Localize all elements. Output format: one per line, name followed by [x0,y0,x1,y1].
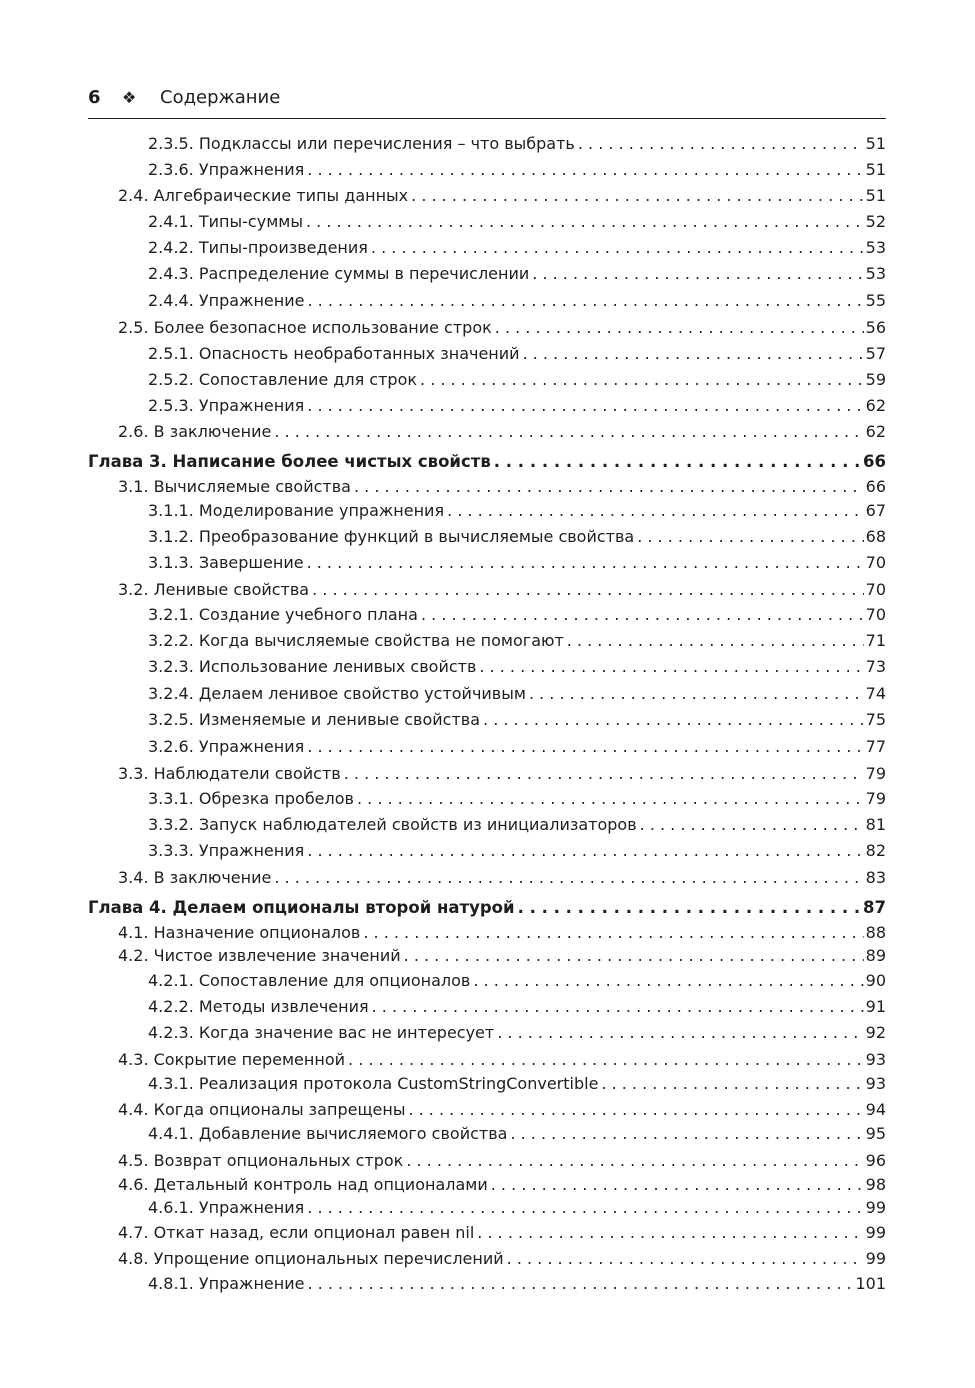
toc-entry-row [148,291,886,311]
toc-dot-leader [307,737,863,757]
toc-entry-title: 4.4.1. Добавление вычисляемого свойства [148,1124,508,1143]
toc-entry-page: 93 [865,1074,886,1093]
toc-dot-leader [421,605,864,625]
toc-chapter-row [88,898,886,918]
toc-entry-page: 81 [865,815,886,834]
toc-entry-row [148,396,886,416]
toc-dot-leader [510,1124,863,1144]
toc-dot-leader [477,1223,863,1243]
toc-entry-row [148,789,886,809]
toc-entry-row [148,238,886,258]
toc-entry-page: 83 [865,868,886,887]
toc-entry-title: 2.4.4. Упражнение [148,291,305,310]
toc-entry-row [148,264,886,284]
toc-entry-title: 2.3.5. Подклассы или перечисления – что выбрать [148,134,575,153]
toc-dot-leader [411,186,864,206]
toc-entry-page: 68 [865,527,886,546]
toc-entry-title: 3.2.2. Когда вычисляемые свойства не помогают [148,631,564,650]
toc-entry-title: 4.2.2. Методы извлечения [148,997,369,1016]
toc-entry-row [148,737,886,757]
toc-dot-leader [494,452,861,472]
toc-dot-leader [473,971,863,991]
toc-entry-row [148,501,886,521]
toc-entry-page: 95 [865,1124,886,1143]
toc-dot-leader [307,841,863,861]
toc-entry-title: 4.8.1. Упражнение [148,1274,305,1293]
toc-entry-title: 4.1. Назначение опционалов [118,923,361,942]
toc-entry-row [148,1274,886,1294]
toc-entry-title: 4.6. Детальный контроль над опционалами [118,1175,488,1194]
toc-entry-title: 3.1.3. Завершение [148,553,304,572]
toc-entry-title: 2.4.2. Типы-произведения [148,238,368,257]
toc-dot-leader [348,1050,864,1070]
toc-entry-title: Глава 3. Написание более чистых свойств [88,452,491,471]
toc-dot-leader [447,501,864,521]
toc-entry-page: 59 [865,370,886,389]
toc-entry-page: 75 [865,710,886,729]
toc-entry-page: 70 [865,580,886,599]
toc-entry-page: 90 [865,971,886,990]
toc-entry-page: 77 [865,737,886,756]
toc-entry-page: 92 [865,1023,886,1042]
toc-entry-title: 4.6.1. Упражнения [148,1198,305,1217]
toc-entry-row [148,684,886,704]
toc-entry-page: 55 [865,291,886,310]
toc-entry-title: 4.5. Возврат опциональных строк [118,1151,404,1170]
toc-entry-title: 2.6. В заключение [118,422,272,441]
toc-entry-row [148,1023,886,1043]
toc-entry-page: 53 [865,264,886,283]
toc-dot-leader [307,396,863,416]
toc-entry-title: 3.1. Вычисляемые свойства [118,477,351,496]
toc-dot-leader [523,344,864,364]
toc-entry-title: 3.3.2. Запуск наблюдателей свойств из инициализаторов [148,815,637,834]
toc-entry-row [148,160,886,180]
toc-entry-row [148,212,886,232]
toc-entry-page: 88 [865,923,886,942]
toc-entry-title: 2.4.1. Типы-суммы [148,212,303,231]
toc-entry-row [118,1223,886,1243]
toc-entry-page: 79 [865,789,886,808]
toc-dot-leader [495,318,864,338]
toc-entry-page: 71 [865,631,886,650]
toc-entry-page: 99 [865,1198,886,1217]
toc-entry-title: 2.5.2. Сопоставление для строк [148,370,418,389]
toc-entry-row [118,946,886,966]
toc-entry-page: 56 [865,318,886,337]
toc-entry-row [148,370,886,390]
toc-entry-row [148,344,886,364]
toc-entry-row [148,527,886,547]
toc-dot-leader [497,1023,863,1043]
toc-entry-page: 74 [865,684,886,703]
toc-entry-title: 3.2.3. Использование ленивых свойств [148,657,477,676]
toc-entry-page: 51 [865,134,886,153]
toc-dot-leader [532,264,863,284]
toc-entry-title: 3.2.6. Упражнения [148,737,305,756]
toc-dot-leader [307,1274,853,1294]
toc-entry-row [148,553,886,573]
toc-dot-leader [483,710,864,730]
toc-entry-page: 96 [865,1151,886,1170]
toc-entry-title: 3.1.1. Моделирование упражнения [148,501,445,520]
toc-entry-page: 66 [863,452,886,471]
toc-entry-row [118,764,886,784]
toc-entry-title: 2.4.3. Распределение суммы в перечислении [148,264,530,283]
toc-entry-row [118,580,886,600]
toc-entry-title: 2.5.1. Опасность необработанных значений [148,344,520,363]
toc-dot-leader [637,527,863,547]
toc-entry-page: 98 [865,1175,886,1194]
toc-dot-leader [344,764,864,784]
toc-entry-title: 2.3.6. Упражнения [148,160,305,179]
toc-entry-row [118,1175,886,1195]
toc-entry-row [148,997,886,1017]
toc-entry-row [118,186,886,206]
ornament-icon: ❖ [122,87,137,107]
toc-entry-title: 3.2.5. Изменяемые и ленивые свойства [148,710,481,729]
toc-dot-leader [307,160,863,180]
toc-entry-page: 67 [865,501,886,520]
toc-entry-page: 82 [865,841,886,860]
toc-entry-row [148,134,886,154]
toc-dot-leader [354,477,864,497]
toc-entry-page: 66 [865,477,886,496]
toc-dot-leader [601,1074,863,1094]
toc-entry-row [118,868,886,888]
toc-entry-page: 51 [865,186,886,205]
toc-entry-row [148,1074,886,1094]
toc-entry-row [118,1100,886,1120]
toc-entry-title: 4.3. Сокрытие переменной [118,1050,346,1069]
toc-entry-row [118,1249,886,1269]
toc-dot-leader [578,134,864,154]
toc-dot-leader [479,657,863,677]
toc-chapter-row [88,452,886,472]
toc-entry-title: 4.3.1. Реализация протокола CustomStringConvertible [148,1074,599,1093]
toc-entry-title: 3.3.1. Обрезка пробелов [148,789,354,808]
toc-dot-leader [507,1249,864,1269]
toc-dot-leader [307,1198,863,1218]
toc-entry-row [148,657,886,677]
toc-entry-title: 4.2.3. Когда значение вас не интересует [148,1023,495,1042]
toc-entry-row [148,631,886,651]
toc-dot-leader [640,815,864,835]
toc-entry-page: 53 [865,238,886,257]
page-number: 6 [88,86,101,108]
toc-dot-leader [529,684,864,704]
toc-entry-page: 89 [865,946,886,965]
toc-entry-page: 79 [865,764,886,783]
toc-entry-title: 4.8. Упрощение опциональных перечислений [118,1249,504,1268]
toc-entry-row [148,1198,886,1218]
toc-entry-page: 51 [865,160,886,179]
toc-entry-row [148,841,886,861]
toc-dot-leader [518,898,861,918]
toc-entry-row [118,923,886,943]
toc-entry-row [148,815,886,835]
toc-entry-page: 62 [865,396,886,415]
toc-dot-leader [491,1175,864,1195]
toc-entry-row [148,605,886,625]
toc-entry-page: 91 [865,997,886,1016]
toc-entry-title: 2.5.3. Упражнения [148,396,305,415]
toc-entry-page: 93 [865,1050,886,1069]
toc-dot-leader [372,997,864,1017]
toc-entry-page: 101 [855,1274,886,1293]
toc-entry-row [118,1151,886,1171]
toc-dot-leader [306,212,864,232]
toc-dot-leader [357,789,864,809]
toc-entry-page: 70 [865,605,886,624]
toc-entry-page: 62 [865,422,886,441]
toc-dot-leader [371,238,864,258]
toc-entry-title: 3.2.1. Создание учебного плана [148,605,418,624]
toc-entry-title: 2.5. Более безопасное использование строк [118,318,492,337]
toc-entry-title: 4.4. Когда опционалы запрещены [118,1100,406,1119]
toc-entry-row [148,710,886,730]
toc-dot-leader [420,370,864,390]
toc-entry-page: 73 [865,657,886,676]
toc-entry-page: 87 [863,898,886,917]
toc-entry-row [118,477,886,497]
toc-entry-page: 70 [865,553,886,572]
toc-entry-row [118,422,886,442]
toc-entry-row [118,1050,886,1070]
toc-entry-row [148,971,886,991]
toc-entry-page: 57 [865,344,886,363]
toc-entry-page: 94 [865,1100,886,1119]
toc-entry-title: 4.2. Чистое извлечение значений [118,946,401,965]
toc-dot-leader [312,580,864,600]
toc-entry-row [148,1124,886,1144]
toc-dot-leader [274,422,863,442]
toc-dot-leader [307,553,864,573]
toc-entry-title: 2.4. Алгебраические типы данных [118,186,409,205]
section-title: Содержание [160,86,281,108]
toc-dot-leader [567,631,864,651]
toc-entry-title: Глава 4. Делаем опционалы второй натурой [88,898,515,917]
toc-entry-title: 4.7. Откат назад, если опционал равен nil [118,1223,475,1242]
toc-dot-leader [274,868,863,888]
toc-entry-title: 3.2.4. Делаем ленивое свойство устойчивым [148,684,526,703]
toc-entry-page: 99 [865,1223,886,1242]
toc-entry-title: 3.3. Наблюдатели свойств [118,764,341,783]
toc-dot-leader [406,1151,863,1171]
toc-dot-leader [363,923,863,943]
toc-entry-page: 52 [865,212,886,231]
toc-entry-title: 3.4. В заключение [118,868,272,887]
toc-entry-title: 3.1.2. Преобразование функций в вычисляемые свойства [148,527,635,546]
toc-entry-page: 99 [865,1249,886,1268]
toc-entry-title: 3.2. Ленивые свойства [118,580,310,599]
toc-entry-title: 4.2.1. Сопоставление для опционалов [148,971,471,990]
toc-entry-title: 3.3.3. Упражнения [148,841,305,860]
toc-dot-leader [307,291,863,311]
toc-dot-leader [408,1100,863,1120]
toc-dot-leader [404,946,864,966]
toc-entry-row [118,318,886,338]
